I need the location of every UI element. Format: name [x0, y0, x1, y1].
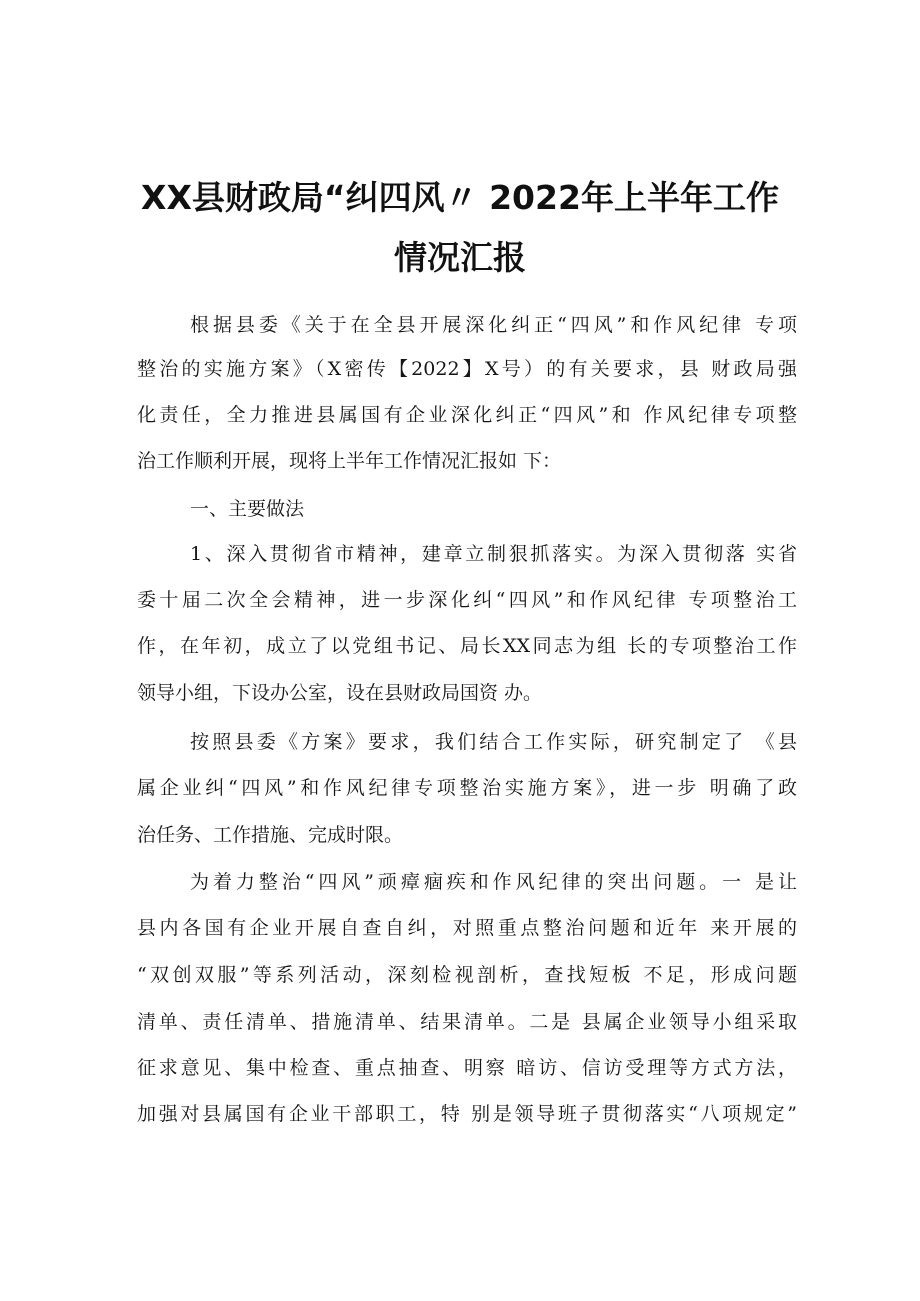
document-title-line-2: 情况汇报	[394, 238, 526, 277]
paragraph-line: 1、深入贯彻省市精神，建章立制狠抓落实。为深入贯彻落 实省	[190, 543, 797, 565]
paragraph-line: 整治的实施方案》（X密传【2022】X号）的有关要求，县 财政局强	[137, 358, 797, 380]
paragraph-line: 领导小组，下设办公室，设在县财政局国资 办。	[137, 682, 543, 704]
paragraph-line: 作，在年初，成立了以党组书记、局长XX同志为组 长的专项整治工作	[137, 635, 797, 657]
paragraph-line: 县内各国有企业开展自查自纠，对照重点整治问题和近年 来开展的	[137, 917, 797, 939]
paragraph-line: 治任务、工作措施、完成时限。	[137, 824, 404, 846]
paragraph-line: 根据县委《关于在全县开展深化纠正“四风”和作风纪律 专项	[190, 314, 797, 336]
paragraph-line: 清单、责任清单、措施清单、结果清单。二是 县属企业领导小组采取	[137, 1011, 797, 1033]
paragraph-line: 属企业纠“四风”和作风纪律专项整治实施方案》，进一步 明确了政	[137, 777, 797, 799]
paragraph-line: 按照县委《方案》要求，我们结合工作实际，研究制定了 《县	[190, 731, 797, 753]
paragraph-line: 委十届二次全会精神，进一步深化纠“四风”和作风纪律 专项整治工	[137, 589, 797, 611]
section-heading: 一、主要做法	[190, 498, 305, 520]
document-title-line-1: XX县财政局“纠四风〃 2022年上半年工作	[141, 178, 779, 217]
paragraph-line: 治工作顺利开展，现将上半年工作情况汇报如 下：	[137, 450, 562, 472]
paragraph-line: 加强对县属国有企业干部职工，特 别是领导班子贯彻落实“八项规定”	[137, 1103, 797, 1125]
paragraph-line: 为着力整治“四风”顽瘴痼疾和作风纪律的突出问题。一 是让	[190, 871, 797, 893]
paragraph-line: “双创双服”等系列活动，深刻检视剖析，查找短板 不足，形成问题	[137, 964, 797, 986]
paragraph-line: 征求意见、集中检查、重点抽查、明察 暗访、信访受理等方式方法，	[137, 1057, 797, 1079]
paragraph-line: 化责任，全力推进县属国有企业深化纠正“四风”和 作风纪律专项整	[137, 404, 797, 426]
